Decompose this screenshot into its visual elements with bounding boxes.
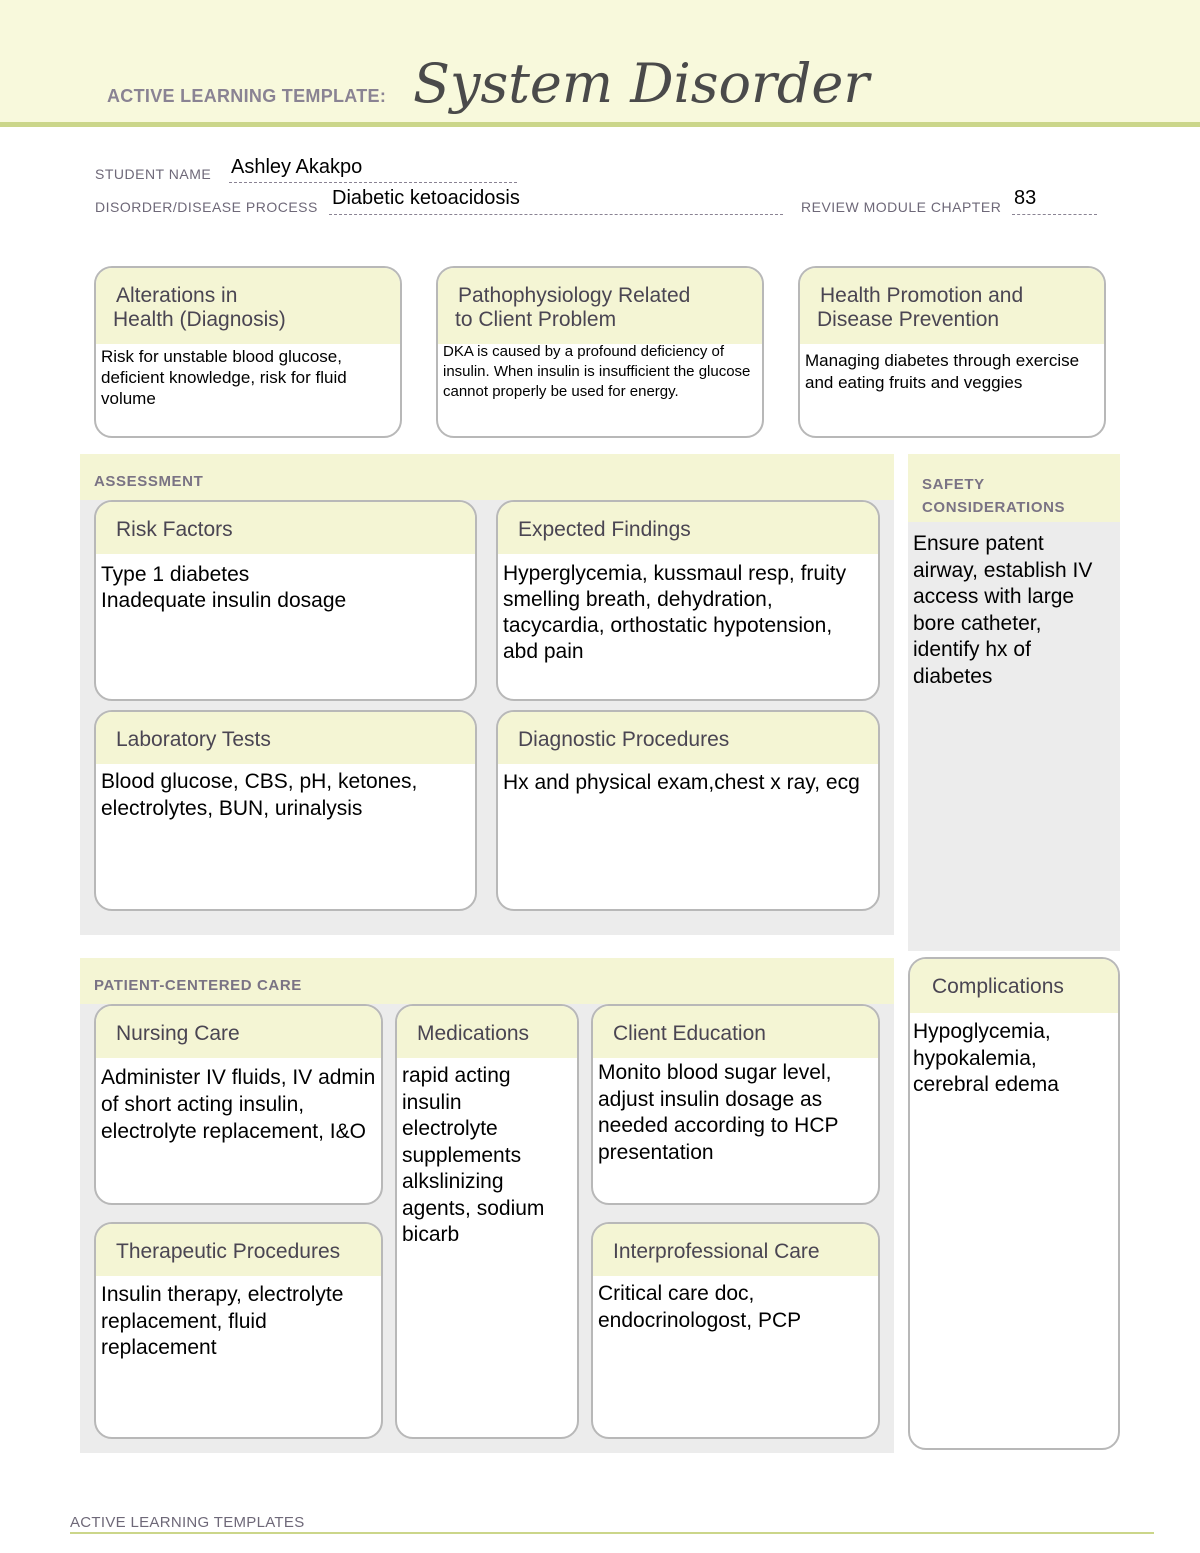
health-promotion-body[interactable]: Managing diabetes through exercise and eating fruits and veggies [805, 351, 1080, 392]
chapter-value[interactable]: 83 [1014, 187, 1037, 209]
safety-section [908, 454, 1120, 951]
health-promotion-title-line2: Disease Prevention [817, 308, 1000, 331]
complications-body[interactable]: Hypoglycemia, hypokalemia, cerebral edema [913, 1020, 1059, 1096]
therapeutic-procedures-body[interactable]: Insulin therapy, electrolyte replacement, fluid replacement [101, 1283, 344, 1359]
footer-rule [70, 1532, 1154, 1534]
health-promotion-card-header [800, 268, 1104, 344]
page-title: System Disorder [413, 52, 870, 115]
complications-header: Complications [910, 959, 1118, 1013]
therapeutic-procedures-card [94, 1222, 383, 1439]
disorder-value[interactable]: Diabetic ketoacidosis [332, 187, 520, 209]
header-rule [0, 122, 1200, 127]
disorder-label: DISORDER/DISEASE PROCESS [95, 199, 318, 215]
student-name-underline [229, 182, 517, 183]
risk-factors-card [94, 500, 477, 701]
alterations-card [94, 266, 402, 438]
client-education-card [591, 1004, 880, 1205]
health-promotion-card [798, 266, 1106, 438]
interprofessional-care-body[interactable]: Critical care doc, endocrinologost, PCP [598, 1282, 802, 1332]
expected-findings-body[interactable]: Hyperglycemia, kussmaul resp, fruity smelling breath, dehydration, tacycardia, orthostatic hypotension, abd pain [503, 562, 847, 663]
health-promotion-title-line1: Health Promotion and [820, 284, 1024, 307]
pathophysiology-title-line2: to Client Problem [455, 308, 617, 331]
client-education-header: Client Education [593, 1006, 878, 1058]
diagnostic-procedures-body[interactable]: Hx and physical exam,chest x ray, ecg [503, 771, 860, 794]
complications-card [908, 957, 1120, 1450]
student-name-value[interactable]: Ashley Akakpo [231, 156, 363, 178]
medications-card [395, 1004, 579, 1439]
alterations-body[interactable]: Risk for unstable blood glucose, deficient knowledge, risk for fluid volume [101, 347, 347, 408]
laboratory-tests-body[interactable]: Blood glucose, CBS, pH, ketones, electrolytes, BUN, urinalysis [101, 770, 418, 820]
expected-findings-card [496, 500, 880, 701]
alterations-card-header [96, 268, 400, 344]
safety-body[interactable]: Ensure patent airway, establish IV access with large bore catheter, identify hx of diabetes [913, 532, 1093, 688]
template-label: ACTIVE LEARNING TEMPLATE: [107, 86, 387, 106]
medications-body[interactable]: rapid acting insulin electrolyte supplements alkslinizing agents, sodium bicarb [402, 1064, 545, 1246]
safety-label [922, 473, 1065, 519]
nursing-care-card [94, 1004, 383, 1205]
alterations-title-line1: Alterations in [116, 284, 238, 307]
pathophysiology-body[interactable]: DKA is caused by a profound deficiency of insulin. When insulin is insufficient the glucose cannot properly be used for energy. [443, 343, 751, 400]
chapter-underline [1012, 214, 1097, 215]
safety-label-line2: CONSIDERATIONS [922, 499, 1066, 516]
chapter-label: REVIEW MODULE CHAPTER [801, 199, 1002, 215]
risk-factors-header: Risk Factors [96, 502, 475, 554]
alterations-title-line2: Health (Diagnosis) [113, 308, 286, 331]
interprofessional-care-card [591, 1222, 880, 1439]
medications-header: Medications [397, 1006, 577, 1058]
risk-factors-body[interactable]: Type 1 diabetes Inadequate insulin dosage [101, 563, 347, 612]
safety-label-line1: SAFETY [922, 476, 985, 493]
pathophysiology-title-line1: Pathophysiology Related [458, 284, 691, 307]
therapeutic-procedures-header: Therapeutic Procedures [96, 1224, 381, 1276]
diagnostic-procedures-header: Diagnostic Procedures [498, 712, 878, 764]
patient-care-label: PATIENT-CENTERED CARE [94, 977, 302, 994]
pathophysiology-card-header [438, 268, 762, 344]
disorder-underline [329, 214, 783, 215]
nursing-care-body[interactable]: Administer IV fluids, IV admin of short acting insulin, electrolyte replacement, I&O [101, 1066, 376, 1143]
laboratory-tests-card [94, 710, 477, 911]
nursing-care-header: Nursing Care [96, 1006, 381, 1058]
client-education-body[interactable]: Monito blood sugar level, adjust insulin dosage as needed according to HCP presentation [598, 1061, 839, 1164]
laboratory-tests-header: Laboratory Tests [96, 712, 475, 764]
pathophysiology-card [436, 266, 764, 438]
footer-text: ACTIVE LEARNING TEMPLATES [70, 1514, 305, 1531]
interprofessional-care-header: Interprofessional Care [593, 1224, 878, 1276]
student-name-label: STUDENT NAME [95, 166, 212, 182]
diagnostic-procedures-card [496, 710, 880, 911]
expected-findings-header: Expected Findings [498, 502, 878, 554]
assessment-label: ASSESSMENT [94, 473, 204, 490]
